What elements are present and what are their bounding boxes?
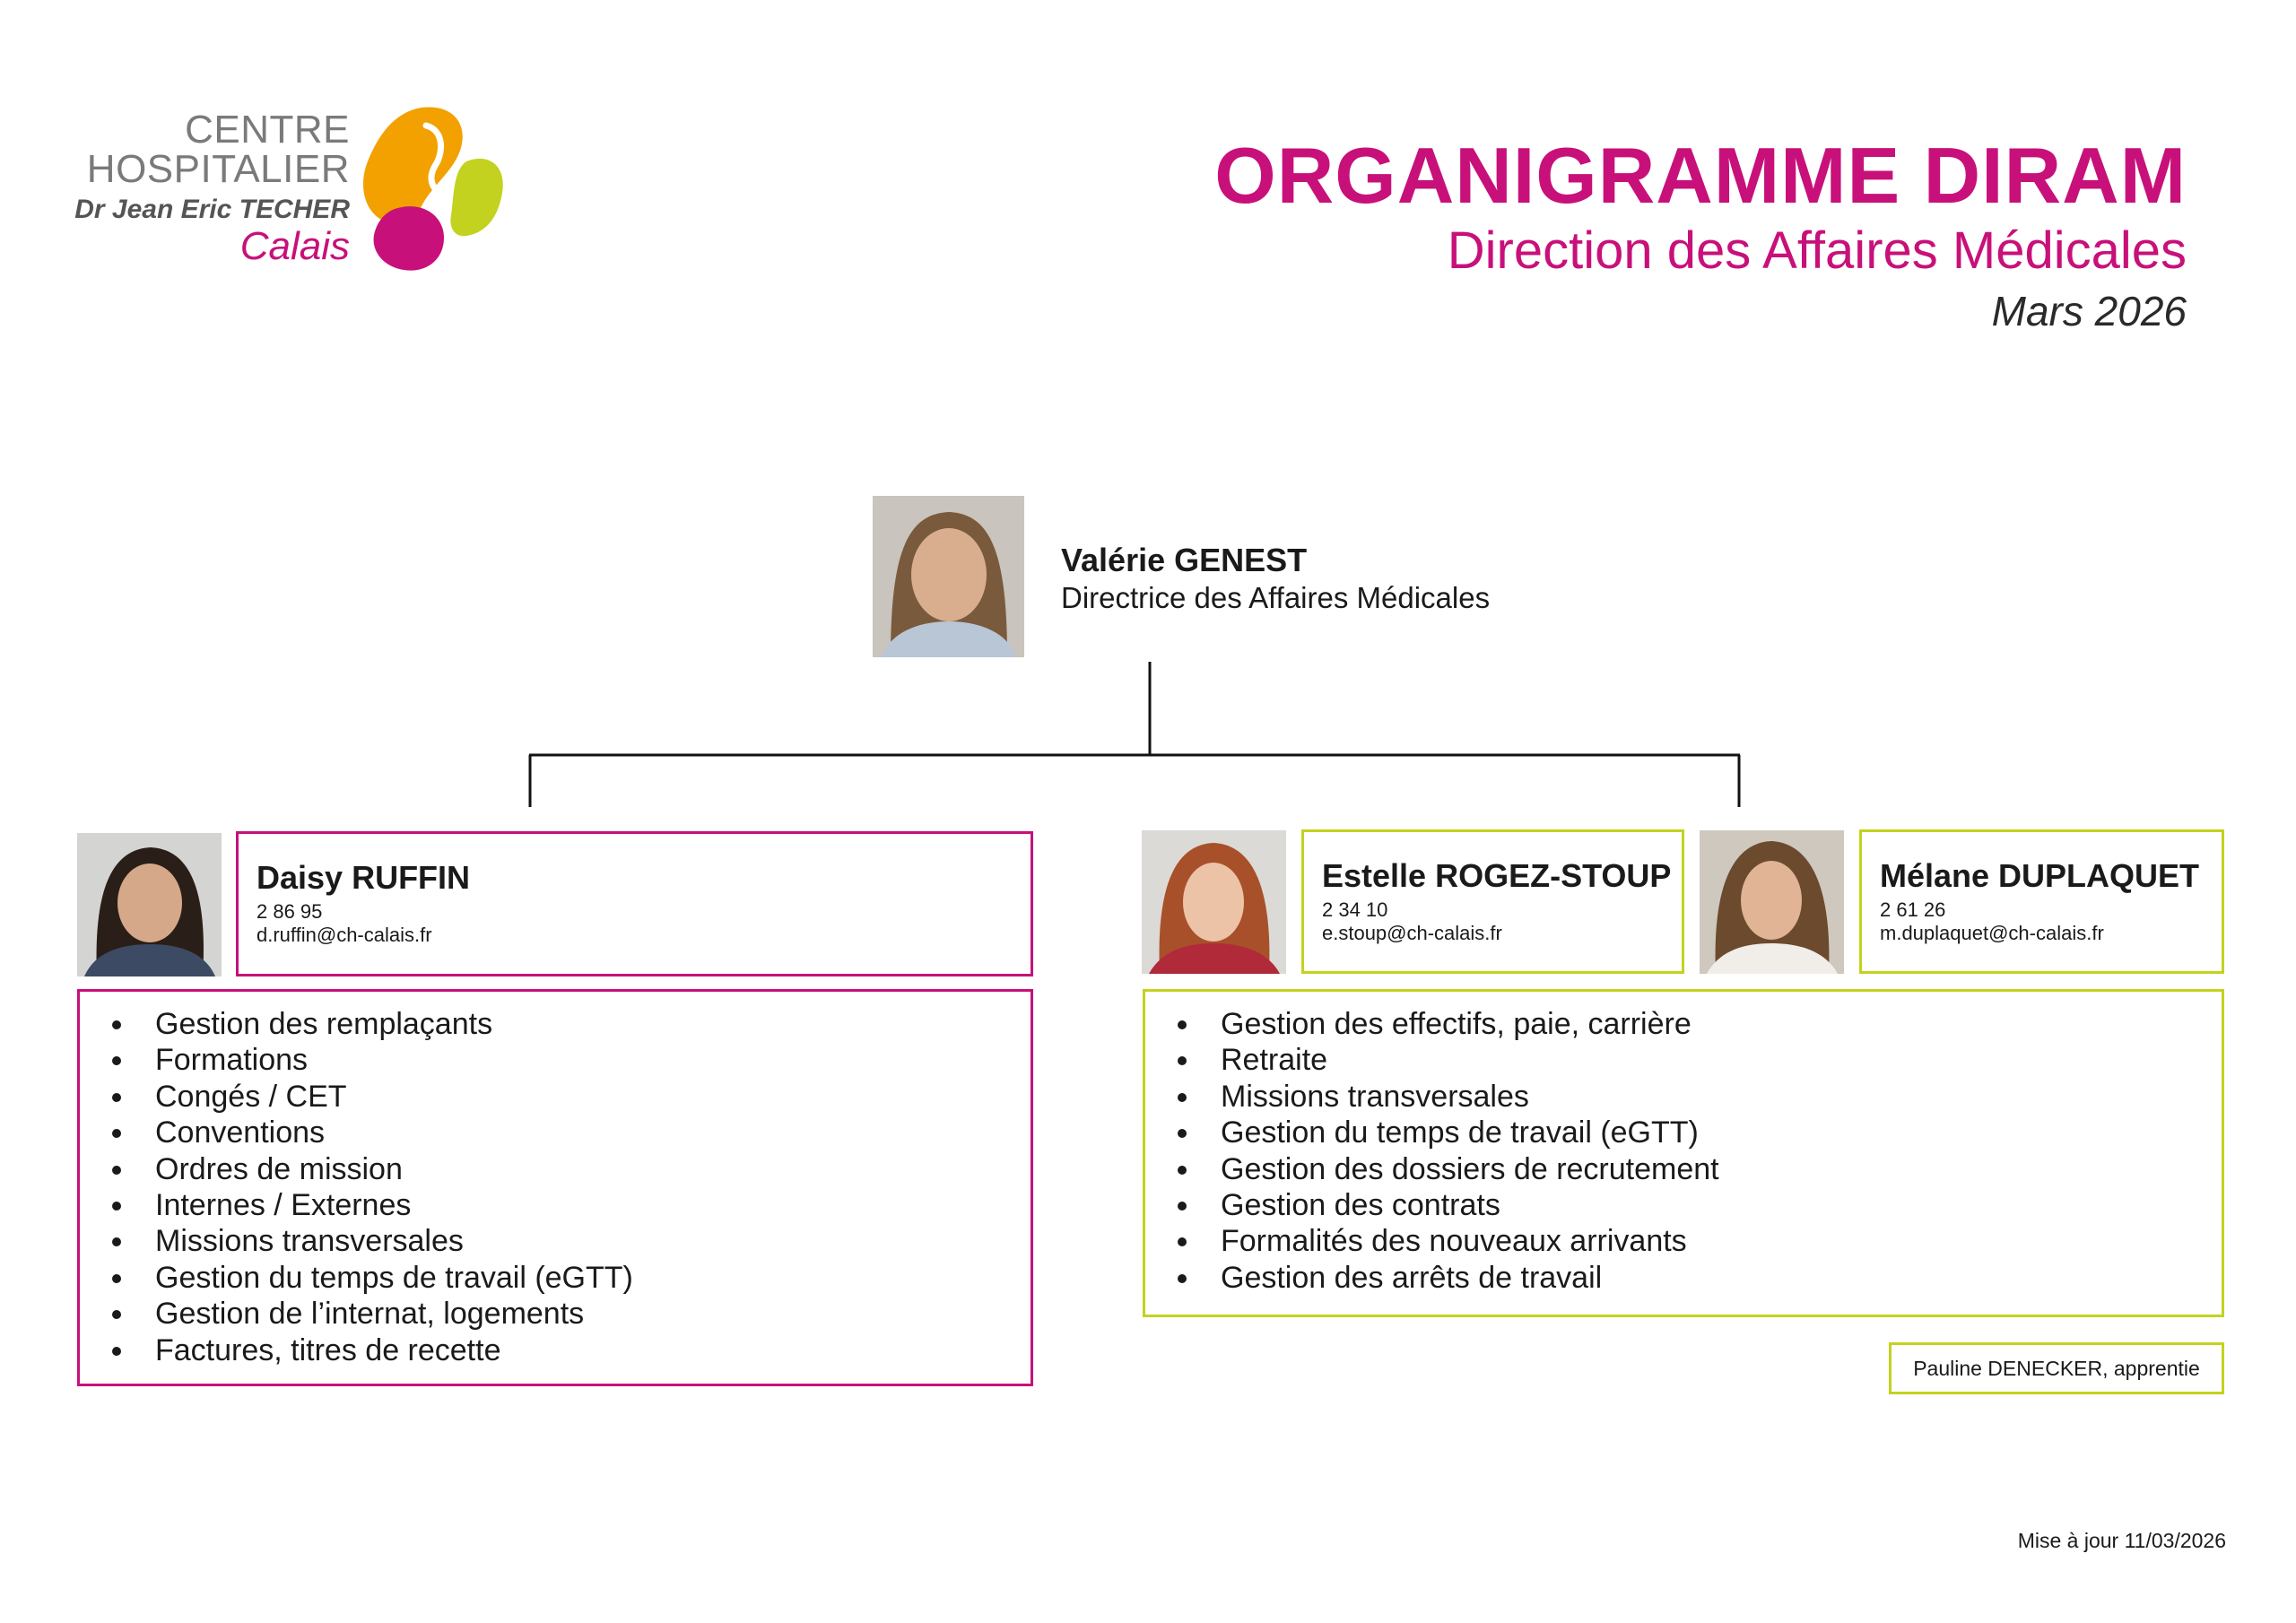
director-name: Valérie GENEST [1061,542,1308,578]
member-photo-ruffin [77,833,222,976]
header [1214,133,2187,337]
list-item: Gestion des contrats [1172,1187,2222,1223]
list-item: Conventions [107,1115,1031,1150]
page-title: ORGANIGRAMME DIRAM [1214,131,2187,220]
list-item: Formations [107,1042,1031,1078]
list-item: Formalités des nouveaux arrivants [1172,1223,2222,1259]
member-photo-duplaquet [1700,830,1844,974]
list-item: Internes / Externes [107,1187,1031,1223]
list-item: Gestion des arrêts de travail [1172,1260,2222,1296]
member-email: d.ruffin@ch-calais.fr [257,924,432,946]
list-item: Congés / CET [107,1079,1031,1115]
apprentice-badge: Pauline DENECKER, apprentie [1889,1342,2224,1394]
list-item: Gestion des effectifs, paie, carrière [1172,1006,2222,1042]
member-name: Estelle ROGEZ-STOUP [1322,857,1672,894]
member-card-duplaquet [1859,829,2224,974]
logo-line-centre: CENTRE [185,108,350,152]
member-name: Daisy RUFFIN [257,859,471,896]
list-item: Missions transversales [107,1223,1031,1259]
member-card-rogez-stoup [1301,829,1684,974]
logo-line-name: Dr Jean Eric TECHER [74,195,350,224]
task-list-right [1143,989,2224,1317]
logo-line-hospitalier: HOSPITALIER [86,147,350,191]
last-updated: Mise à jour 11/03/2026 [2017,1529,2226,1552]
list-item: Gestion des dossiers de recrutement [1172,1151,2222,1187]
list-item: Ordres de mission [107,1151,1031,1187]
list-item: Gestion du temps de travail (eGTT) [107,1260,1031,1296]
member-phone: 2 34 10 [1322,898,1388,921]
list-item: Gestion de l’internat, logements [107,1296,1031,1332]
director-role: Directrice des Affaires Médicales [1061,581,1491,614]
member-name: Mélane DUPLAQUET [1880,857,2200,894]
member-photo-rogez-stoup [1142,830,1286,974]
page-date: Mars 2026 [1991,288,2187,334]
director-photo [873,496,1024,657]
list-item: Gestion des remplaçants [107,1006,1031,1042]
member-phone: 2 61 26 [1880,898,1946,921]
member-card-ruffin [236,831,1033,976]
page-subtitle: Direction des Affaires Médicales [1447,221,2187,280]
list-item: Retraite [1172,1042,2222,1078]
task-list-left [77,989,1033,1386]
member-email: e.stoup@ch-calais.fr [1322,922,1502,944]
list-item: Factures, titres de recette [107,1332,1031,1368]
hospital-logo [74,103,511,282]
member-phone: 2 86 95 [257,900,323,923]
list-item: Missions transversales [1172,1079,2222,1115]
member-email: m.duplaquet@ch-calais.fr [1880,922,2104,944]
list-item: Gestion du temps de travail (eGTT) [1172,1115,2222,1150]
logo-mark-icon [359,103,511,273]
logo-line-city: Calais [239,224,350,268]
